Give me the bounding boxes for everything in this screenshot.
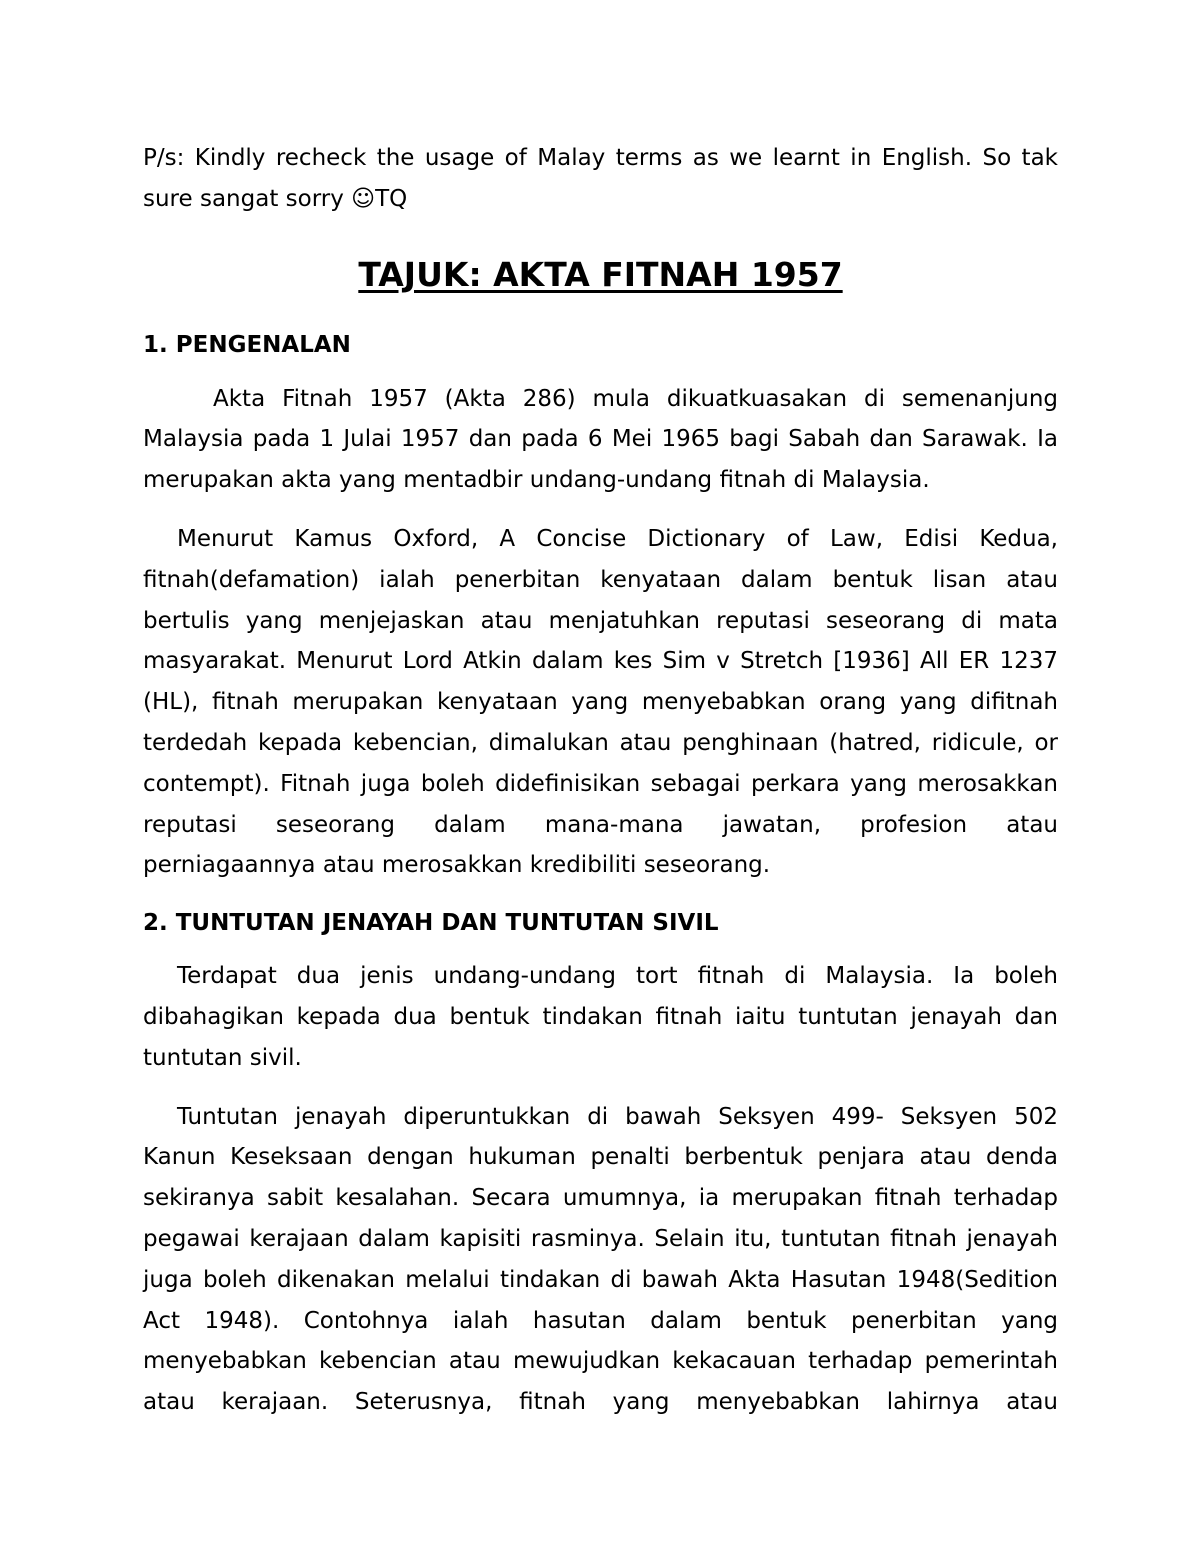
paragraph	[143, 519, 1058, 886]
paragraph-line: perniagaannya atau merosakkan kredibiliti seseorang.	[143, 852, 771, 879]
paragraph-line: merupakan akta yang mentadbir undang-undang fitnah di Malaysia.	[143, 467, 930, 494]
paragraph-line: sekiranya sabit kesalahan. Secara umumnya, ia merupakan fitnah terhadap	[143, 1185, 1058, 1212]
paragraph-line: Malaysia pada 1 Julai 1957 dan pada 6 Mei 1965 bagi Sabah dan Sarawak. Ia	[143, 426, 1058, 453]
paragraph-line: juga boleh dikenakan melalui tindakan di bawah Akta Hasutan 1948(Sedition	[143, 1266, 1058, 1293]
paragraph-line: Kanun Keseksaan dengan hukuman penalti berbentuk penjara atau denda	[143, 1144, 1058, 1171]
paragraph-line: terdedah kepada kebencian, dimalukan atau penghinaan (hatred, ridicule, or	[143, 729, 1058, 756]
document-title: TAJUK: AKTA FITNAH 1957	[358, 254, 843, 294]
paragraph-line: menyebabkan kebencian atau mewujudkan kekacauan terhadap pemerintah	[143, 1348, 1058, 1375]
note-text: TQ	[375, 185, 408, 212]
paragraph-line: Terdapat dua jenis undang-undang tort fitnah di Malaysia. Ia boleh	[177, 963, 1058, 990]
note-text: sure sangat sorry	[143, 185, 352, 212]
paragraph-line: fitnah(defamation) ialah penerbitan kenyataan dalam bentuk lisan atau	[143, 566, 1058, 593]
document-page	[143, 138, 1058, 1423]
paragraph-line: reputasi seseorang dalam mana-mana jawatan, profesion atau	[143, 811, 1058, 838]
section-heading: 2. TUNTUTAN JENAYAH DAN TUNTUTAN SIVIL	[143, 910, 719, 937]
paragraph-line: atau kerajaan. Seterusnya, fitnah yang menyebabkan lahirnya atau	[143, 1389, 1058, 1416]
paragraph-line: contempt). Fitnah juga boleh didefinisikan sebagai perkara yang merosakkan	[143, 770, 1058, 797]
paragraph-line: Akta Fitnah 1957 (Akta 286) mula dikuatkuasakan di semenanjung	[213, 385, 1058, 412]
note	[143, 138, 1058, 220]
paragraph-line: Act 1948). Contohnya ialah hasutan dalam bentuk penerbitan yang	[143, 1307, 1058, 1334]
paragraph	[143, 1097, 1058, 1423]
paragraph-line: pegawai kerajaan dalam kapisiti rasminya. Selain itu, tuntutan fitnah jenayah	[143, 1225, 1058, 1252]
paragraph-line: (HL), fitnah merupakan kenyataan yang menyebabkan orang yang difitnah	[143, 689, 1058, 716]
paragraph	[143, 379, 1058, 501]
paragraph-line: tuntutan sivil.	[143, 1044, 302, 1071]
note-line: P/s: Kindly recheck the usage of Malay terms as we learnt in English. So tak	[143, 145, 1058, 171]
paragraph-line: Menurut Kamus Oxford, A Concise Dictionary of Law, Edisi Kedua,	[177, 525, 1058, 552]
paragraph-line: masyarakat. Menurut Lord Atkin dalam kes Sim v Stretch [1936] All ER 1237	[143, 648, 1058, 675]
paragraph-line: Tuntutan jenayah diperuntukkan di bawah Seksyen 499- Seksyen 502	[177, 1103, 1058, 1130]
paragraph	[143, 956, 1058, 1078]
section-heading: 1. PENGENALAN	[143, 331, 351, 358]
paragraph-line: bertulis yang menjejaskan atau menjatuhkan reputasi seseorang di mata	[143, 607, 1058, 634]
note-line	[143, 179, 1058, 220]
paragraph-line: dibahagikan kepada dua bentuk tindakan fitnah iaitu tuntutan jenayah dan	[143, 1003, 1058, 1030]
smiley-icon: ☺	[351, 185, 376, 212]
